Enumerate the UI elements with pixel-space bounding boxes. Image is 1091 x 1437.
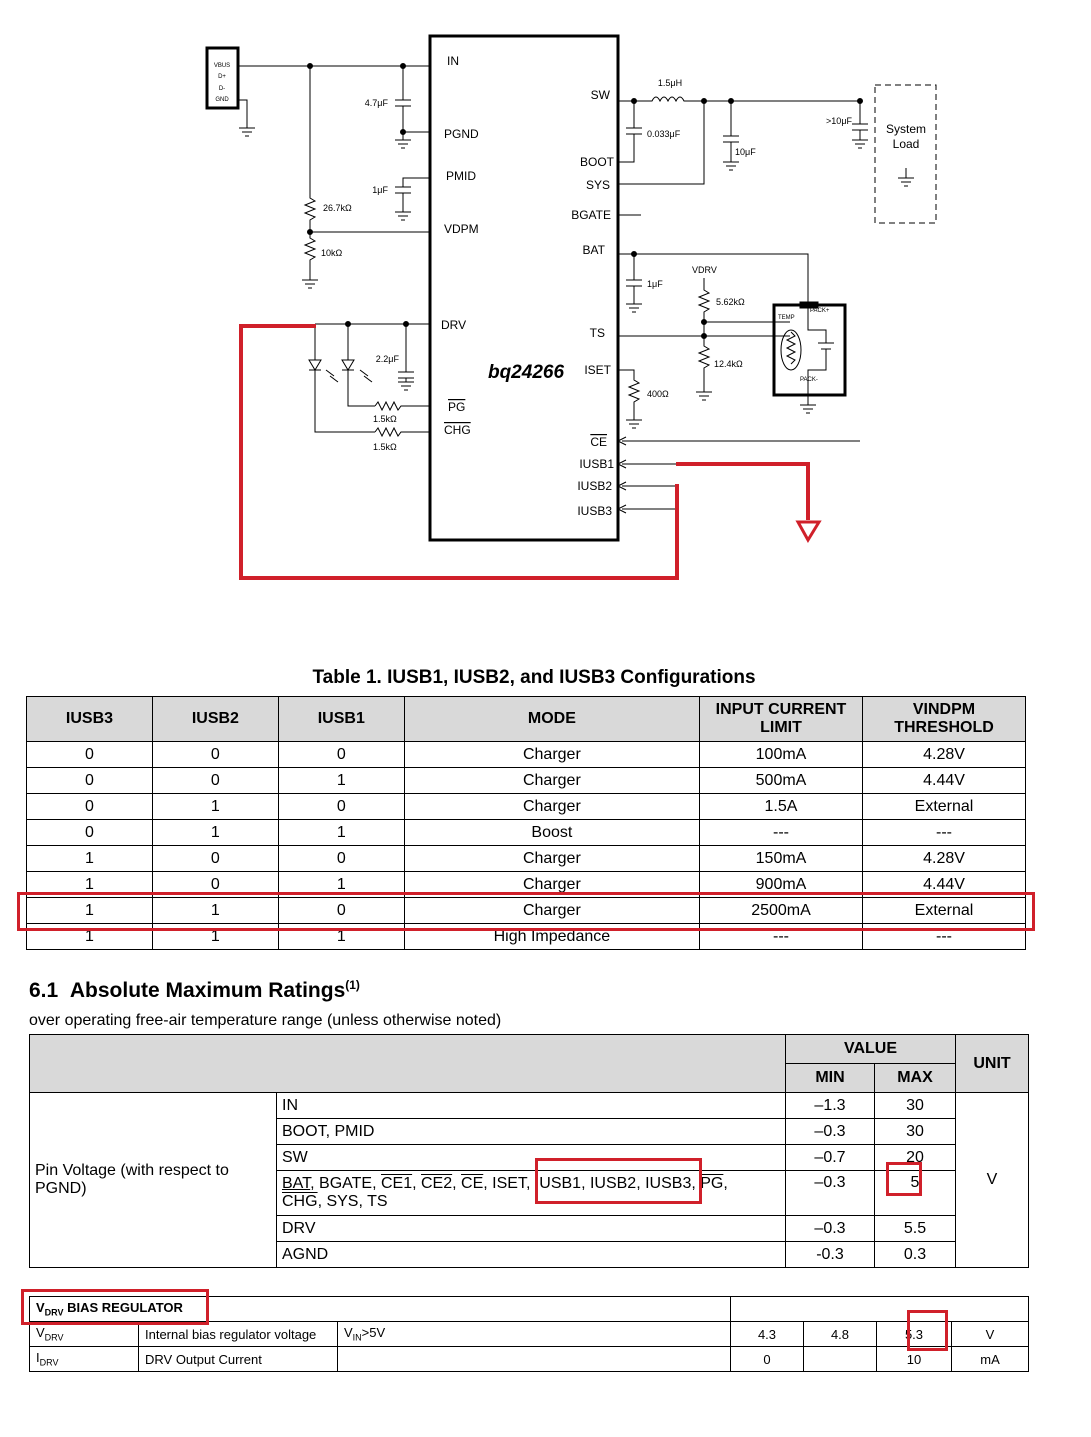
svg-text:10μF: 10μF [735, 147, 756, 157]
config-row [27, 846, 1026, 872]
config-cell: --- [700, 820, 863, 846]
pin-row: IN [277, 1093, 786, 1119]
config-cell: Charger [404, 794, 699, 820]
highlight-vdrv-max-5v3 [907, 1310, 948, 1351]
pin-iset: ISET [584, 363, 611, 377]
config-cell: Charger [404, 768, 699, 794]
config-cell: 0 [278, 742, 404, 768]
col-max: MAX [875, 1064, 956, 1093]
config-cell: Charger [404, 872, 699, 898]
config-cell: 0 [152, 742, 278, 768]
svg-text:10kΩ: 10kΩ [321, 248, 343, 258]
idrv-min: 0 [731, 1347, 804, 1372]
idrv-symbol: $I_{DRV}$ [30, 1347, 139, 1372]
max-value: 30 [875, 1093, 956, 1119]
min-value: -0.3 [786, 1242, 875, 1268]
col-min: MIN [786, 1064, 875, 1093]
max-value: 5.5 [875, 1216, 956, 1242]
config-cell: 0 [152, 872, 278, 898]
svg-text:1.5μH: 1.5μH [657, 78, 683, 88]
pin-sw: SW [590, 88, 610, 102]
config-cell: --- [863, 820, 1026, 846]
vdrv-desc: Internal bias regulator voltage [139, 1322, 338, 1347]
pin-row: AGND [277, 1242, 786, 1268]
max-value: 20 [875, 1145, 956, 1171]
svg-text:1μF: 1μF [647, 279, 663, 289]
config-cell: 1 [27, 924, 153, 950]
pin-bgate: BGATE [571, 208, 611, 222]
svg-text:System: System [885, 122, 927, 136]
abs-max-ratings-table [29, 1034, 1029, 1268]
config-cell: Charger [404, 846, 699, 872]
svg-text:>10μF: >10μF [826, 116, 852, 126]
section-subtitle: over operating free-air temperature range (unless otherwise noted) [29, 1012, 502, 1029]
min-value: –0.7 [786, 1145, 875, 1171]
config-row [27, 742, 1026, 768]
pin-sys: SYS [585, 178, 610, 192]
col-mode: MODE [404, 697, 699, 742]
pin-drv: DRV [441, 318, 467, 332]
pin-iusb3: IUSB3 [577, 504, 612, 518]
idrv-max: 10 [877, 1347, 952, 1372]
pin-in: IN [447, 54, 459, 68]
highlight-iusb-pins [535, 1158, 702, 1204]
svg-text:Load: Load [892, 137, 920, 151]
config-row [27, 794, 1026, 820]
ic-name: bq24266 [487, 362, 565, 383]
config-cell: 0 [27, 794, 153, 820]
system-load [875, 85, 936, 223]
config-cell: 0 [27, 768, 153, 794]
config-cell: 0 [27, 742, 153, 768]
pin-row-logic-pins: BAT, BGATE, CE1, CE2, $\overline{CE}$, ISET, IUSB1, IUSB2, IUSB3, $\overline{PG}$, $\overline{CHG}$, SYS, TS [277, 1171, 786, 1216]
max-value: 30 [875, 1119, 956, 1145]
config-row [27, 820, 1026, 846]
col-unit: UNIT [956, 1035, 1029, 1093]
config-cell: 900mA [700, 872, 863, 898]
col-iusb1: IUSB1 [278, 697, 404, 742]
svg-text:1.5kΩ: 1.5kΩ [373, 442, 397, 452]
config-cell: 1 [152, 924, 278, 950]
max-value: 5 [875, 1171, 956, 1216]
config-cell: --- [863, 924, 1026, 950]
col-iusb3: IUSB3 [27, 697, 153, 742]
vdrv-symbol: $V_{DRV}$ [30, 1322, 139, 1347]
vdrv-header: $V_{DRV}$ BIAS REGULATOR [30, 1297, 731, 1322]
svg-text:2.2μF: 2.2μF [375, 354, 399, 364]
min-value: –0.3 [786, 1216, 875, 1242]
usb-label-dminus: D- [218, 86, 226, 92]
bq24266-schematic [0, 0, 1091, 640]
config-cell: 1.5A [700, 794, 863, 820]
svg-text:26.7kΩ: 26.7kΩ [323, 203, 352, 213]
config-cell: 1 [27, 898, 153, 924]
min-value: –1.3 [786, 1093, 875, 1119]
config-cell: 1 [27, 846, 153, 872]
pin-ce: CE [590, 435, 607, 449]
pin-iusb2: IUSB2 [577, 479, 612, 493]
usb-label-gnd: GND [215, 97, 229, 103]
config-cell: 500mA [700, 768, 863, 794]
svg-text:12.4kΩ: 12.4kΩ [714, 359, 743, 369]
pin-bat: BAT [582, 243, 605, 257]
highlight-row-2500ma [17, 892, 1035, 931]
group-label: Pin Voltage (with respect to PGND) [30, 1093, 277, 1268]
config-cell: 2500mA [700, 898, 863, 924]
pin-row: DRV [277, 1216, 786, 1242]
vdrv-cond: $V_{IN}>5V$ [338, 1322, 731, 1347]
highlight-vdrv-header [21, 1289, 209, 1325]
config-cell: 0 [278, 846, 404, 872]
config-cell: 1 [27, 872, 153, 898]
usb-connector [207, 48, 255, 136]
config-cell: 1 [152, 898, 278, 924]
vdrv-typ: 4.8 [804, 1322, 877, 1347]
vdrv-min: 4.3 [731, 1322, 804, 1347]
config-cell: Charger [404, 898, 699, 924]
config-cell: 1 [278, 820, 404, 846]
iusb-pins: IUSB1, IUSB2, IUSB3 [534, 1175, 692, 1192]
idrv-desc: DRV Output Current [139, 1347, 338, 1372]
pin-chg: CHG [444, 423, 471, 437]
pin-pgnd: PGND [444, 127, 479, 141]
svg-text:1.5kΩ: 1.5kΩ [373, 414, 397, 424]
battery-pack [774, 302, 845, 413]
vdrv-unit: V [952, 1322, 1029, 1347]
config-cell: 0 [278, 898, 404, 924]
svg-text:1μF: 1μF [372, 185, 388, 195]
svg-text:400Ω: 400Ω [647, 389, 669, 399]
svg-text:TEMP: TEMP [778, 315, 795, 321]
config-cell: 100mA [700, 742, 863, 768]
pin-pmid: PMID [446, 169, 476, 183]
config-cell: 0 [278, 794, 404, 820]
config-cell: Boost [404, 820, 699, 846]
svg-text:5.62kΩ: 5.62kΩ [716, 297, 745, 307]
section-title: 6.1 Absolute Maximum Ratings$^{(1)}$ [29, 978, 360, 1002]
svg-text:0.033μF: 0.033μF [647, 129, 681, 139]
col-vindpm-threshold: VINDPM THRESHOLD [863, 697, 1026, 742]
pin-boot: BOOT [579, 155, 614, 169]
config-cell: 4.28V [863, 846, 1026, 872]
pin-ts: TS [589, 326, 605, 340]
svg-text:VDRV: VDRV [692, 265, 717, 275]
config-cell: 4.28V [863, 742, 1026, 768]
idrv-typ [804, 1347, 877, 1372]
config-cell: 1 [278, 768, 404, 794]
config-cell: 0 [152, 846, 278, 872]
usb-label-dplus: D+ [218, 74, 226, 80]
svg-text:4.7μF: 4.7μF [364, 98, 388, 108]
config-cell: 150mA [700, 846, 863, 872]
col-input-current-limit: INPUT CURRENT LIMIT [700, 697, 863, 742]
svg-text:PACK+: PACK+ [810, 308, 830, 314]
config-cell: Charger [404, 742, 699, 768]
min-value: –0.3 [786, 1171, 875, 1216]
pin-iusb1: IUSB1 [579, 457, 614, 471]
pin-pg: PG [448, 400, 466, 414]
config-cell: 4.44V [863, 872, 1026, 898]
table1-title: Table 1. IUSB1, IUSB2, and IUSB3 Configurations [312, 667, 756, 688]
usb-label-vbus: VBUS [213, 63, 231, 69]
col-iusb2: IUSB2 [152, 697, 278, 742]
pin-row: SW [277, 1145, 786, 1171]
config-cell: 1 [152, 794, 278, 820]
idrv-unit: mA [952, 1347, 1029, 1372]
config-cell: External [863, 898, 1026, 924]
idrv-cond [338, 1347, 731, 1372]
pin-row: BOOT, PMID [277, 1119, 786, 1145]
config-cell: External [863, 794, 1026, 820]
config-cell: High Impedance [404, 924, 699, 950]
config-cell: 4.44V [863, 768, 1026, 794]
config-cell: 1 [278, 872, 404, 898]
col-value: VALUE [786, 1035, 956, 1064]
pin-vdpm: VDPM [444, 222, 479, 236]
min-value: –0.3 [786, 1119, 875, 1145]
highlight-max-5v [886, 1162, 922, 1196]
config-cell: 0 [152, 768, 278, 794]
svg-text:PACK-: PACK- [800, 377, 818, 383]
config-cell: 1 [152, 820, 278, 846]
max-value: 0.3 [875, 1242, 956, 1268]
vdrv-max: 5.3 [877, 1322, 952, 1347]
config-cell: --- [700, 924, 863, 950]
config-row [27, 768, 1026, 794]
unit-value: V [956, 1093, 1029, 1268]
config-cell: 0 [27, 820, 153, 846]
config-cell: 1 [278, 924, 404, 950]
